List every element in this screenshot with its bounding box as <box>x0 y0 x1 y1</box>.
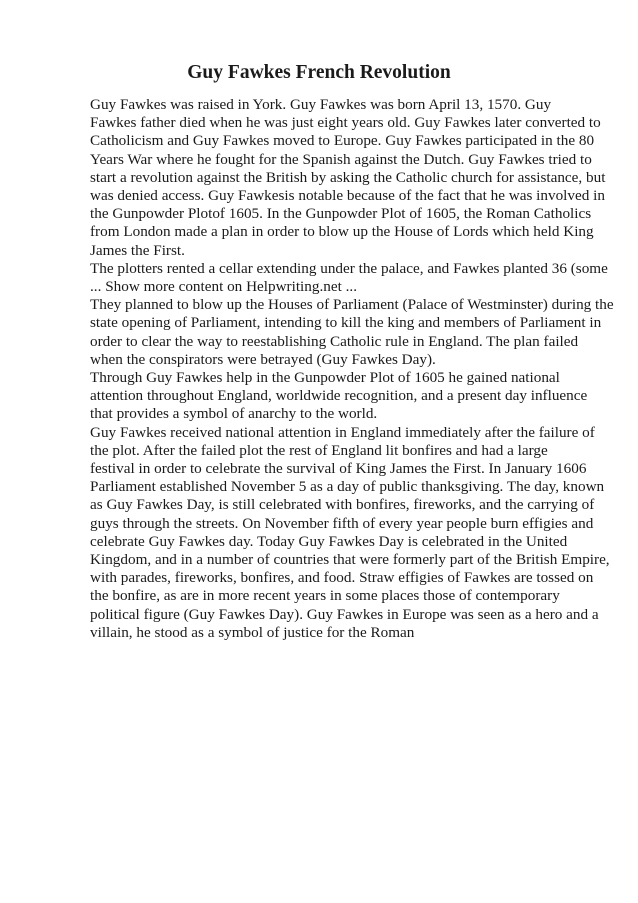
text-line: the Gunpowder Plotof 1605. In the Gunpowder Plot of 1605, the Roman Catholics <box>90 205 592 223</box>
text-line: They planned to blow up the Houses of Parliament (Palace of Westminster) during the <box>90 296 614 314</box>
text-line: when the conspirators were betrayed (Guy Fawkes Day). <box>90 350 436 368</box>
text-line: Guy Fawkes received national attention in England immediately after the failure of <box>90 423 595 441</box>
text-line: start a revolution against the British by asking the Catholic church for assistance, but <box>90 168 606 186</box>
text-line: state opening of Parliament, intending to kill the king and members of Parliament in <box>90 314 602 332</box>
text-line: festival in order to celebrate the survival of King James the First. In January 1606 <box>90 460 587 478</box>
text-line: attention throughout England, worldwide recognition, and a present day influence <box>90 387 588 405</box>
text-line: James the First. <box>90 241 185 259</box>
text-line: Kingdom, and in a number of countries that were formerly part of the British Empire, <box>90 551 610 569</box>
text-line: order to clear the way to reestablishing Catholic rule in England. The plan failed <box>90 332 579 350</box>
text-line: was denied access. Guy Fawkesis notable because of the fact that he was involved in <box>90 187 605 205</box>
show-more-line: ... Show more content on Helpwriting.net ... <box>90 278 358 296</box>
text-line: from London made a plan in order to blow up the House of Lords which held King <box>90 223 594 241</box>
text-line: with parades, fireworks, bonfires, and food. Straw effigies of Fawkes are tossed on <box>90 569 594 587</box>
text-line: that provides a symbol of anarchy to the world. <box>90 405 378 423</box>
text-line: The plotters rented a cellar extending under the palace, and Fawkes planted 36 (some <box>90 259 608 277</box>
text-line: villain, he stood as a symbol of justice for the Roman <box>90 623 415 641</box>
text-line: Through Guy Fawkes help in the Gunpowder Plot of 1605 he gained national <box>90 369 560 387</box>
text-line: Catholicism and Guy Fawkes moved to Europe. Guy Fawkes participated in the 80 <box>90 132 595 150</box>
text-line: Guy Fawkes was raised in York. Guy Fawkes was born April 13, 1570. Guy <box>90 96 552 113</box>
text-line: guys through the streets. On November fifth of every year people burn effigies and <box>90 514 594 532</box>
text-line: political figure (Guy Fawkes Day). Guy Fawkes in Europe was seen as a hero and a <box>90 605 599 623</box>
text-line: celebrate Guy Fawkes day. Today Guy Fawkes Day is celebrated in the United <box>90 532 568 550</box>
document-body <box>90 96 614 642</box>
text-line: as Guy Fawkes Day, is still celebrated with bonfires, fireworks, and the carrying of <box>90 496 595 514</box>
text-line: Years War where he fought for the Spanish against the Dutch. Guy Fawkes tried to <box>90 150 592 168</box>
page-title: Guy Fawkes French Revolution <box>187 62 451 83</box>
text-line: Parliament established November 5 as a day of public thanksgiving. The day, known <box>90 478 605 496</box>
text-line: the bonfire, as are in more recent years in some places those of contemporary <box>90 587 560 605</box>
text-line: Fawkes father died when he was just eight years old. Guy Fawkes later converted to <box>90 114 601 132</box>
text-line: the plot. After the failed plot the rest of England lit bonfires and had a large <box>90 441 548 459</box>
